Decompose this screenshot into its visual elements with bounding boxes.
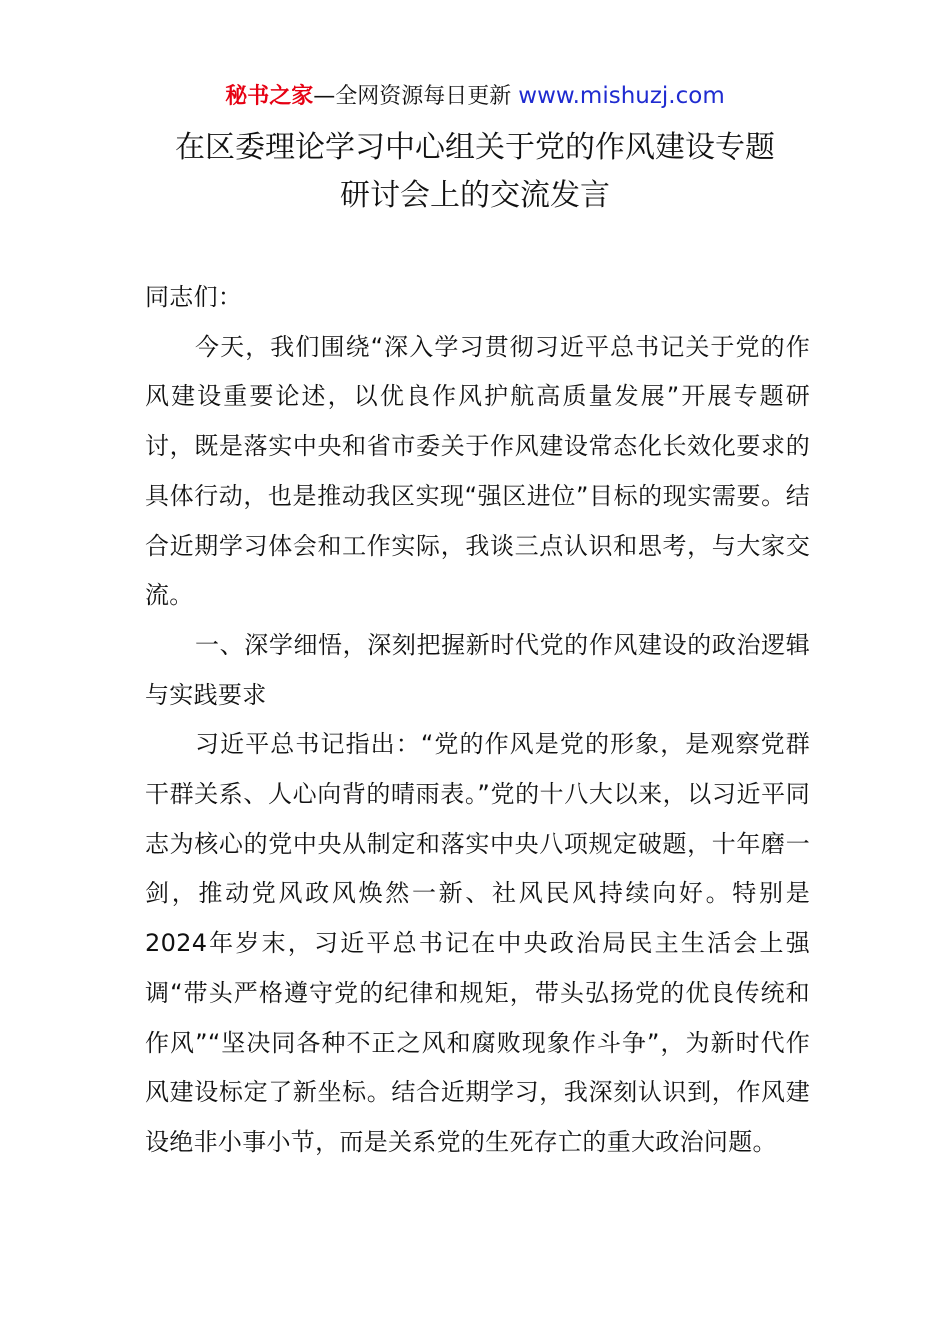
section-heading: 一、深学细悟，深刻把握新时代党的作风建设的政治逻辑与实践要求 xyxy=(145,630,810,709)
site-header xyxy=(0,80,950,113)
brand-name: 秘书之家 xyxy=(225,84,314,109)
site-url-link[interactable]: www.mishuzj.com xyxy=(518,83,725,109)
document-body xyxy=(145,273,810,1168)
title-line-2: 研讨会上的交流发言 xyxy=(340,178,610,213)
header-tagline: —全网资源每日更新 xyxy=(313,84,512,109)
body-paragraph: 习近平总书记指出：“党的作风是党的形象，是观察党群干群关系、人心向背的晴雨表。”党的十八大以来，以习近平同志为核心的党中央从制定和落实中央八项规定破题，十年磨一剑，推动党风政风焕然一新、社风民风持续向好。特别是2024年岁末，习近平总书记在中央政治局民主生活会上强调“带头严格遵守党的纪律和规矩，带头弘扬党的优良传统和作风”“坚决同各种不正之风和腐败现象作斗争”，为新时代作风建设标定了新坐标。结合近期学习，我深刻认识到，作风建设绝非小事小节，而是关系党的生死存亡的重大政治问题。 xyxy=(145,730,810,1156)
body-paragraph: 今天，我们围绕“深入学习贯彻习近平总书记关于党的作风建设重要论述，以优良作风护航高质量发展”开展专题研讨，既是落实中央和省市委关于作风建设常态化长效化要求的具体行动，也是推动我区实现“强区进位”目标的现实需要。结合近期学习体会和工作实际，我谈三点认识和思考，与大家交流。 xyxy=(145,332,810,610)
title-line-1: 在区委理论学习中心组关于党的作风建设专题 xyxy=(175,130,775,165)
document-title xyxy=(0,124,950,220)
salutation: 同志们： xyxy=(145,283,243,311)
